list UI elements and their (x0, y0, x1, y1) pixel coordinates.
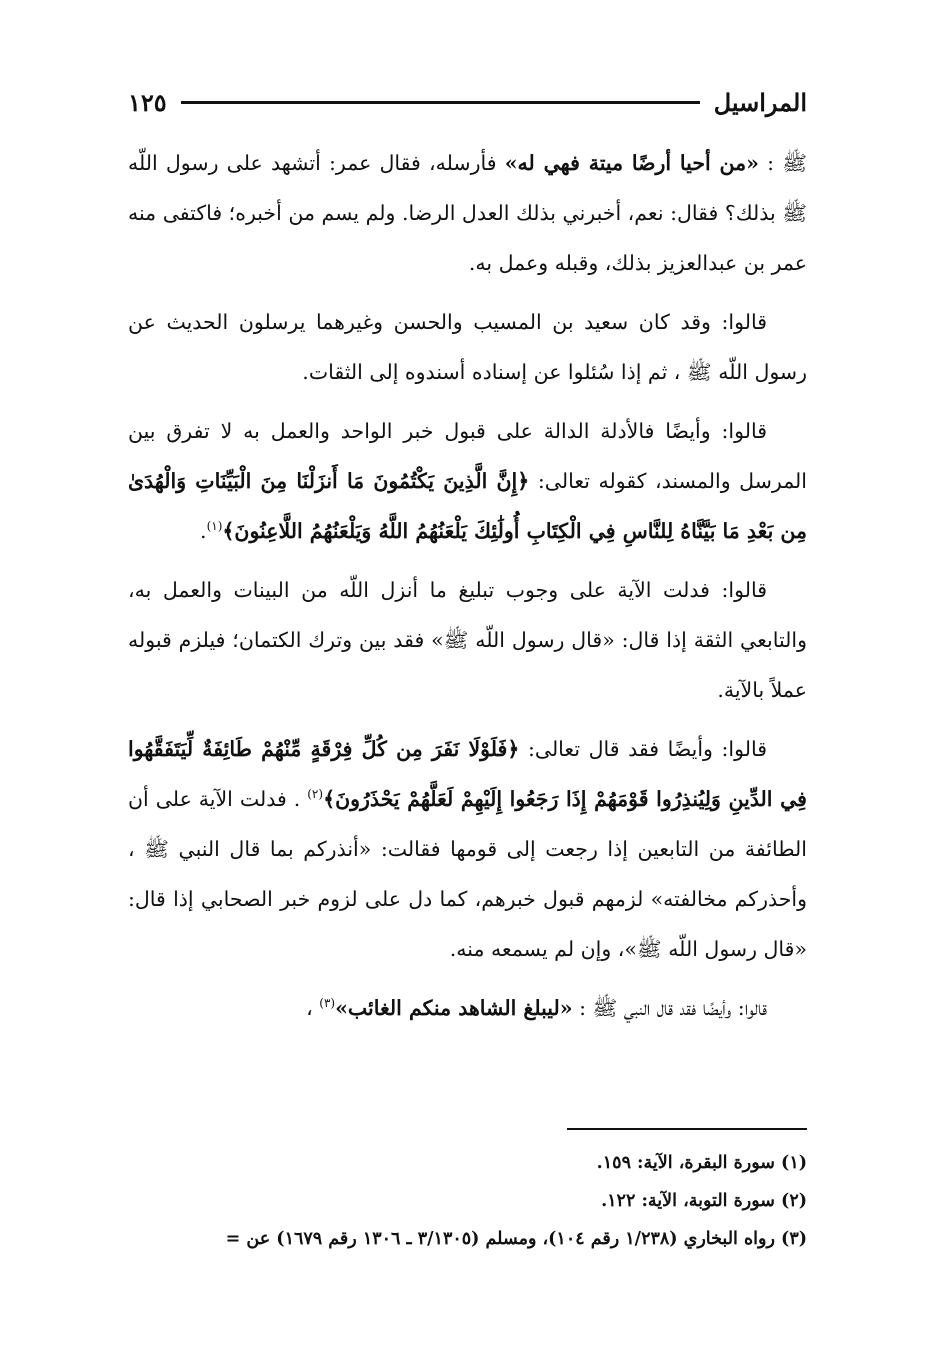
paragraph-5: قالوا: وأيضًا فقد قال تعالى: ﴿فَلَوْلَا نَفَرَ مِن كُلِّ فِرْقَةٍ مِّنْهُمْ طَائِفَةٌ لِّيَتَفَقَّهُوا فِي الدِّينِ وَلِيُنذِرُوا قَوْمَهُمْ إِذَا رَجَعُوا إِلَيْهِمْ لَعَلَّهُمْ يَحْذَرُونَ﴾$^{(٢)}$ . فدلت الآية على أن الطائفة من التابعين إذا رجعت إلى قومها فقالت: «أنذركم بما قال النبي ﷺ ، وأحذركم مخالفته» لزمهم قبول خبرهم، كما دل على لزوم خبر الصحابي إذا قال: «قال رسول اللّه ﷺ»، وإن لم يسمعه منه. (128, 737, 807, 961)
quran-verse: ﴿إِنَّ الَّذِينَ يَكْتُمُونَ مَا أَنزَلْنَا مِنَ الْبَيِّنَاتِ وَالْهُدَىٰ مِن بَعْدِ مَا بَيَّنَّاهُ لِلنَّاسِ فِي الْكِتَابِ أُولَٰئِكَ يَلْعَنُهُمُ اللَّهُ وَيَلْعَنُهُمُ اللَّاعِنُونَ﴾ (128, 469, 807, 543)
hadith-quote: «ليبلغ الشاهد منكم الغائب» (335, 996, 573, 1020)
footnote-1: (١) سورة البقرة، الآية: ١٥٩. (596, 1153, 807, 1173)
paragraph-3: قالوا: وأيضًا فالأدلة الدالة على قبول خبر الواحد والعمل به لا تفرق بين المرسل والمسند، كقوله تعالى: ﴿إِنَّ الَّذِينَ يَكْتُمُونَ مَا أَنزَلْنَا مِنَ الْبَيِّنَاتِ وَالْهُدَىٰ مِن بَعْدِ مَا بَيَّنَّاهُ لِلنَّاسِ فِي الْكِتَابِ أُولَٰئِكَ يَلْعَنُهُمُ اللَّهُ وَيَلْعَنُهُمُ اللَّاعِنُونَ﴾$^{(١)}$. (128, 419, 807, 543)
page-header (128, 84, 807, 120)
footnote-3: (٣) رواه البخاري (١/٢٣٨ رقم ١٠٤)، ومسلم (٣/١٣٠٥ ـ ١٣٠٦ رقم ١٦٧٩) عن = (225, 1229, 807, 1249)
header-rule (181, 101, 700, 104)
paragraph-4: قالوا: فدلت الآية على وجوب تبليغ ما أنزل اللّه من البينات والعمل به، والتابعي الثقة إذا قال: «قال رسول اللّه ﷺ» فقد بين وترك الكتمان؛ فيلزم قبوله عملاً بالآية. (128, 578, 807, 702)
body-text (128, 138, 807, 1042)
paragraph-6: قالوا: وأيضًا فقد قال النبي ﷺ : «ليبلغ الشاهد منكم الغائب»$^{(٣)}$ ، (306, 996, 767, 1020)
footnote-separator (567, 1128, 807, 1130)
quran-verse: ﴿فَلَوْلَا نَفَرَ مِن كُلِّ فِرْقَةٍ مِّنْهُمْ طَائِفَةٌ لِّيَتَفَقَّهُوا فِي الدِّينِ وَلِيُنذِرُوا قَوْمَهُمْ إِذَا رَجَعُوا إِلَيْهِمْ لَعَلَّهُمْ يَحْذَرُونَ﴾ (128, 737, 807, 811)
footnote-ref: (١) (206, 519, 223, 534)
footnote-2: (٢) سورة التوبة، الآية: ١٢٢. (601, 1191, 807, 1211)
running-title: المراسيل (713, 87, 807, 117)
paragraph-1: ﷺ : «من أحيا أرضًا ميتة فهي له» فأرسله، فقال عمر: أتشهد على رسول اللّه ﷺ بذلك؟ فقال: نعم، أخبرني بذلك العدل الرضا. ولم يسم من أخبره؛ فاكتفى منه عمر بن عبدالعزيز بذلك، وقبله وعمل به. (128, 151, 807, 275)
page-number: ١٢٥ (128, 87, 167, 117)
footnote-ref: (٢) (307, 787, 324, 802)
footnote-ref: (٣) (319, 996, 336, 1011)
footnotes (128, 1144, 807, 1258)
paragraph-2: قالوا: وقد كان سعيد بن المسيب والحسن وغيرهما يرسلون الحديث عن رسول اللّه ﷺ ، ثم إذا سُئلوا عن إسناده أسندوه إلى الثقات. (128, 310, 807, 384)
